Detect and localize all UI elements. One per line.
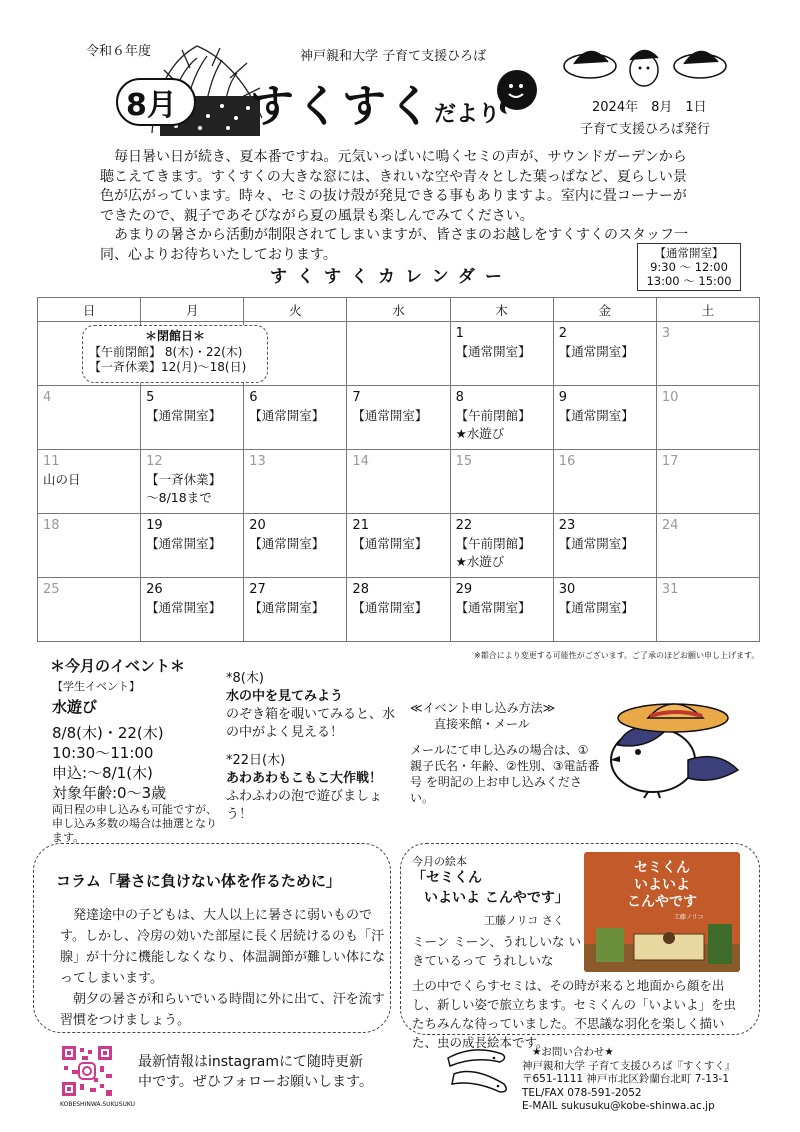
weekday-thu: 木 <box>450 298 553 322</box>
column-paragraph-1: 発達途中の子どもは、大人以上に暑さに弱いものです。しかし、冷房の効いた部屋に長く居続けるのも「汗腺」が十分に機能しなくなり、体温調節が難しい体になってしまいます。 <box>60 908 386 986</box>
day-cell <box>656 514 759 578</box>
instagram-line-2: 中です。ぜひフォローお願いします。 <box>138 1074 374 1090</box>
instagram-qr-code[interactable] <box>60 1044 114 1098</box>
day-cell <box>553 322 656 386</box>
day-cell <box>450 322 553 386</box>
day-number: 19 <box>146 518 163 533</box>
day-number: 22 <box>455 518 473 533</box>
event-title-2: あわあわもこもこ大作戦！ <box>226 771 383 786</box>
book-label: 今月の絵本 <box>412 855 467 868</box>
day-cell <box>656 450 759 514</box>
kids-hat-illustration <box>560 36 730 96</box>
issuer: 子育て支援ひろば発行 <box>580 122 711 137</box>
day-number: 28 <box>352 582 369 597</box>
intro-text <box>100 148 700 265</box>
day-cell <box>347 386 450 450</box>
contact-org: 神戸親和大学 子育て支援ひろば『すくすく』 <box>522 1059 736 1072</box>
cover-line-2: いよいよ <box>634 877 690 893</box>
day-cell <box>141 386 244 450</box>
day-cell <box>347 514 450 578</box>
day-cell <box>553 386 656 450</box>
closed-title: ＊閉館日＊ <box>144 329 205 343</box>
day-number: 23 <box>558 518 576 533</box>
contact-email[interactable]: E-MAIL sukusuku@kobe-shinwa.ac.jp <box>522 1100 715 1112</box>
day-number: 16 <box>558 454 576 469</box>
day-number: 18 <box>43 518 60 533</box>
event-name: 水遊び <box>52 698 98 716</box>
org-name: 神戸親和大学 子育て支援ひろば <box>300 49 487 64</box>
intro-paragraph-1: 毎日暑い日が続き、夏本番ですね。元気いっぱいに鳴くセミの声が、サウンドガーデンから聴こえてきます。すくすくの大きな窓には、きれいな空や青々とした葉っぱなど、夏らしい景色が広がっています。時々、セミの抜け殻が発見できる事もありますよ。室内に畳コーナーができたので、親子であそびながら夏の風景も楽しんでみてください。 <box>100 149 687 224</box>
issue-date: 2024年 8月 1日 <box>592 100 707 115</box>
closed-days-box <box>82 325 268 383</box>
book-cover-title <box>584 860 740 911</box>
contact-address: 〒651-1111 神戸市北区鈴蘭台北町 7-13-1 <box>522 1073 730 1085</box>
day-number: 3 <box>661 326 671 341</box>
day-cell <box>141 450 244 514</box>
week-row <box>38 578 760 642</box>
day-event: 【通常開室】 <box>146 408 222 423</box>
day-number: 7 <box>352 390 361 405</box>
day-event: 【通常開室】 <box>249 536 325 551</box>
column-text <box>60 905 385 1031</box>
day-number: 6 <box>249 390 258 405</box>
book-title-line-2: いよいよ こんやです」 <box>424 890 569 906</box>
day-number: 24 <box>661 518 679 533</box>
day-number: 20 <box>249 518 266 533</box>
event-note: 両日程の申し込みも可能ですが、申し込み多数の場合は抽選となります。 <box>52 803 217 844</box>
book-description: 土の中でくらすセミは、その時が来ると地面から顔を出し、新しい姿で旅立ちます。セミくんの「いよいよ」を虫たちみんな待っていました。不思議な羽化を楽しく描いた、虫の成長絵本です。 <box>412 978 737 1050</box>
title-main: すくすく <box>250 81 434 132</box>
intro-paragraph-2: あまりの暑さから活動が制限されてしまいますが、皆さまのお越しをすくすくのスタッフ一同、心よりお待ちいたしております。 <box>100 227 688 263</box>
weekday-sun: 日 <box>38 298 141 322</box>
week-row <box>38 386 760 450</box>
contact-heading: ★お問い合わせ★ <box>532 1046 614 1058</box>
day-event: 【通常開室】 <box>558 344 634 359</box>
day-number: 25 <box>43 582 60 597</box>
day-number: 1 <box>455 326 464 341</box>
event-title-1: 水の中を見てみよう <box>226 689 344 704</box>
day-event: 【通常開室】 <box>352 536 428 551</box>
day-event: 山の日 <box>43 472 81 487</box>
day-event: 【一斉休業】 <box>146 472 222 487</box>
day-number: 5 <box>146 390 155 405</box>
day-event: ★水遊び <box>455 554 505 569</box>
day-number: 13 <box>249 454 266 469</box>
cover-author: 工藤ノリコ <box>674 914 704 921</box>
weekday-tue: 火 <box>244 298 347 322</box>
day-cell <box>450 514 553 578</box>
cover-line-3: こんやです <box>627 894 697 910</box>
newsletter-title <box>250 70 500 134</box>
day-cell <box>450 450 553 514</box>
event-desc-2: ふわふわの泡で遊びましょう！ <box>226 789 383 822</box>
day-event: 【通常開室】 <box>455 344 531 359</box>
event-time: 10:30～11:00 <box>52 744 154 762</box>
week-row <box>38 514 760 578</box>
calendar-title: すくすくカレンダー <box>270 267 512 287</box>
event-apply: 申込:～8/1(木) <box>52 764 153 782</box>
day-event: 【通常開室】 <box>455 600 531 615</box>
weekday-sat: 土 <box>656 298 759 322</box>
application-mail: メールにて申し込みの場合は、①親子氏名・年齢、②性別、③電話番号 を明記の上お申し込みください。 <box>410 743 600 805</box>
day-event: 【通常開室】 <box>558 408 634 423</box>
bird-straw-hat-illustration <box>598 690 748 800</box>
event-desc-1: のぞき箱を覗いてみると、水の中がよく見える！ <box>226 707 396 740</box>
event-details <box>226 670 396 824</box>
day-cell <box>244 450 347 514</box>
day-number: 17 <box>661 454 679 469</box>
day-event: 【通常開室】 <box>249 600 325 615</box>
day-number: 10 <box>661 390 679 405</box>
instagram-line-1: 最新情報はinstagramにて随時更新 <box>138 1054 363 1070</box>
day-cell <box>656 578 759 642</box>
book-quote: ミーン ミーン、うれしいな いきているって うれしいな <box>412 934 581 968</box>
hours-title: 【通常開室】 <box>654 246 724 260</box>
day-event: 【通常開室】 <box>146 600 222 615</box>
book-title <box>412 868 569 908</box>
day-event: 【通常開室】 <box>558 536 634 551</box>
application-method: 直接来館・メール <box>434 717 530 731</box>
day-number: 14 <box>352 454 369 469</box>
weekday-fri: 金 <box>553 298 656 322</box>
day-number: 2 <box>558 326 567 341</box>
day-cell <box>347 450 450 514</box>
contact-tel: TEL/FAX 078-591-2052 <box>522 1086 642 1099</box>
day-event: 【通常開室】 <box>352 408 428 423</box>
column-title: コラム「暑さに負けない体を作るために」 <box>56 872 341 890</box>
week-row <box>38 450 760 514</box>
book-cover-image <box>584 852 740 972</box>
day-event: ★水遊び <box>455 426 505 441</box>
closed-line-2: 【一斉休業】12(月)～18(日) <box>89 360 247 374</box>
day-cell <box>347 322 450 386</box>
day-cell <box>38 386 141 450</box>
day-cell <box>141 514 244 578</box>
day-number: 30 <box>558 582 576 597</box>
instagram-info <box>138 1052 373 1092</box>
cucumber-illustration <box>444 1044 518 1100</box>
day-cell <box>656 386 759 450</box>
day-cell <box>553 514 656 578</box>
day-event: 【通常開室】 <box>249 408 325 423</box>
day-event: 【通常開室】 <box>146 536 222 551</box>
day-cell <box>347 578 450 642</box>
day-event: ～8/18まで <box>146 490 212 505</box>
day-number: 4 <box>43 390 52 405</box>
day-number: 21 <box>352 518 369 533</box>
event-dates: 8/8(木)・22(木) <box>52 724 164 742</box>
day-cell <box>656 322 759 386</box>
day-cell <box>244 386 347 450</box>
day-event: 【通常開室】 <box>558 600 634 615</box>
event-date-1: *8(木) <box>226 671 264 686</box>
day-cell <box>141 578 244 642</box>
events-heading: ＊今月のイベント＊ <box>50 657 186 675</box>
weekday-header-row <box>38 298 760 322</box>
event-application <box>410 700 600 806</box>
day-number: 8 <box>455 390 464 405</box>
day-cell <box>450 386 553 450</box>
day-number: 11 <box>43 454 60 469</box>
day-number: 12 <box>146 454 163 469</box>
column-paragraph-2: 朝夕の暑さが和らいでいる時間に外に出て、汗を流す習慣をつけましょう。 <box>60 992 385 1028</box>
calendar-note: ※都合により変更する可能性がございます。ご了承のほどお願い申し上げます。 <box>474 651 760 660</box>
hours-am: 9:30 ～ 12:00 <box>650 260 728 274</box>
speech-bubble-icon <box>493 68 541 116</box>
event-water-play <box>52 678 222 845</box>
contact-info <box>522 1046 735 1114</box>
day-event: 【午前閉館】 <box>455 408 531 423</box>
fiscal-year: 令和６年度 <box>86 44 152 59</box>
day-number: 9 <box>558 390 567 405</box>
day-number: 31 <box>661 582 679 597</box>
hours-pm: 13:00 ～ 15:00 <box>646 274 732 288</box>
book-title-line-1: 「セミくん <box>412 870 482 886</box>
day-number: 27 <box>249 582 266 597</box>
event-date-2: *22日(木) <box>226 753 286 768</box>
opening-hours-box <box>637 243 741 291</box>
event-tag: 【学生イベント】 <box>52 680 140 693</box>
day-number: 15 <box>455 454 473 469</box>
weekday-mon: 月 <box>141 298 244 322</box>
weekday-wed: 水 <box>347 298 450 322</box>
application-heading: ≪イベント申し込み方法≫ <box>410 701 556 715</box>
day-cell <box>450 578 553 642</box>
closed-line-1: 【午前閉館】 8(木)・22(木) <box>89 344 243 359</box>
day-cell <box>38 450 141 514</box>
title-small: だより <box>434 102 501 127</box>
month-badge: 8月 <box>126 88 177 123</box>
day-cell <box>553 578 656 642</box>
day-event: 【午前閉館】 <box>455 536 531 551</box>
day-number: 29 <box>455 582 473 597</box>
day-cell <box>38 514 141 578</box>
day-event: 【通常開室】 <box>352 600 428 615</box>
cover-line-1: セミくん <box>634 860 690 876</box>
cover-illustration <box>584 914 740 972</box>
qr-label: KOBESHINWA.SUKUSUKU <box>60 1101 136 1108</box>
book-author: 工藤ノリコ さく <box>484 914 564 927</box>
day-cell <box>553 450 656 514</box>
day-cell <box>38 578 141 642</box>
day-cell <box>244 514 347 578</box>
event-age: 対象年齢:0～3歳 <box>52 784 167 802</box>
day-number: 26 <box>146 582 163 597</box>
day-cell <box>244 578 347 642</box>
